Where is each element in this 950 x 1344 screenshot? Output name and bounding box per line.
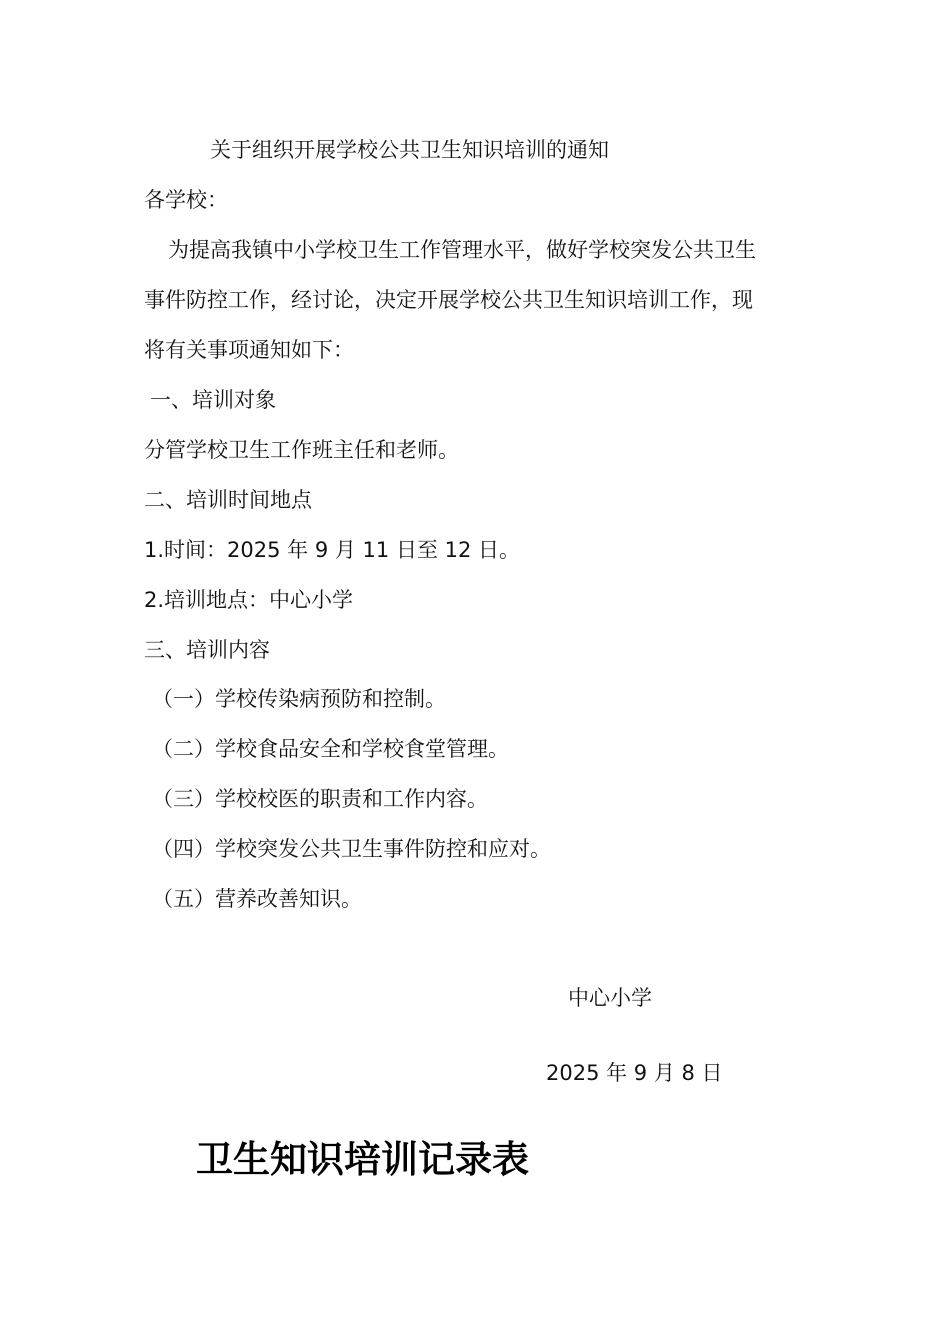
content-item-4: （四）学校突发公共卫生事件防控和应对。 <box>152 837 551 861</box>
record-table-title: 卫生知识培训记录表 <box>196 1138 529 1181</box>
salutation: 各学校： <box>144 188 228 212</box>
intro-paragraph-line-2: 事件防控工作，经讨论，决定开展学校公共卫生知识培训工作，现 <box>144 288 753 312</box>
notice-title: 关于组织开展学校公共卫生知识培训的通知 <box>210 138 609 162</box>
intro-paragraph-line-1: 为提高我镇中小学校卫生工作管理水平，做好学校突发公共卫生 <box>168 238 756 262</box>
section-body-training-target: 分管学校卫生工作班主任和老师。 <box>144 438 459 462</box>
section-heading-content: 三、培训内容 <box>144 638 270 662</box>
signer: 中心小学 <box>568 986 652 1010</box>
training-place: 2.培训地点：中心小学 <box>144 588 354 612</box>
content-item-5: （五）营养改善知识。 <box>152 887 362 911</box>
content-item-1: （一）学校传染病预防和控制。 <box>152 687 446 711</box>
section-heading-time-place: 二、培训时间地点 <box>144 488 312 512</box>
intro-paragraph-line-3: 将有关事项通知如下： <box>144 338 354 362</box>
notice-date: 2025 年 9 月 8 日 <box>546 1061 723 1085</box>
training-time: 1.时间：2025 年 9 月 11 日至 12 日。 <box>144 538 521 562</box>
content-item-3: （三）学校校医的职责和工作内容。 <box>152 787 488 811</box>
content-item-2: （二）学校食品安全和学校食堂管理。 <box>152 737 509 761</box>
section-heading-training-target: 一、培训对象 <box>150 388 276 412</box>
